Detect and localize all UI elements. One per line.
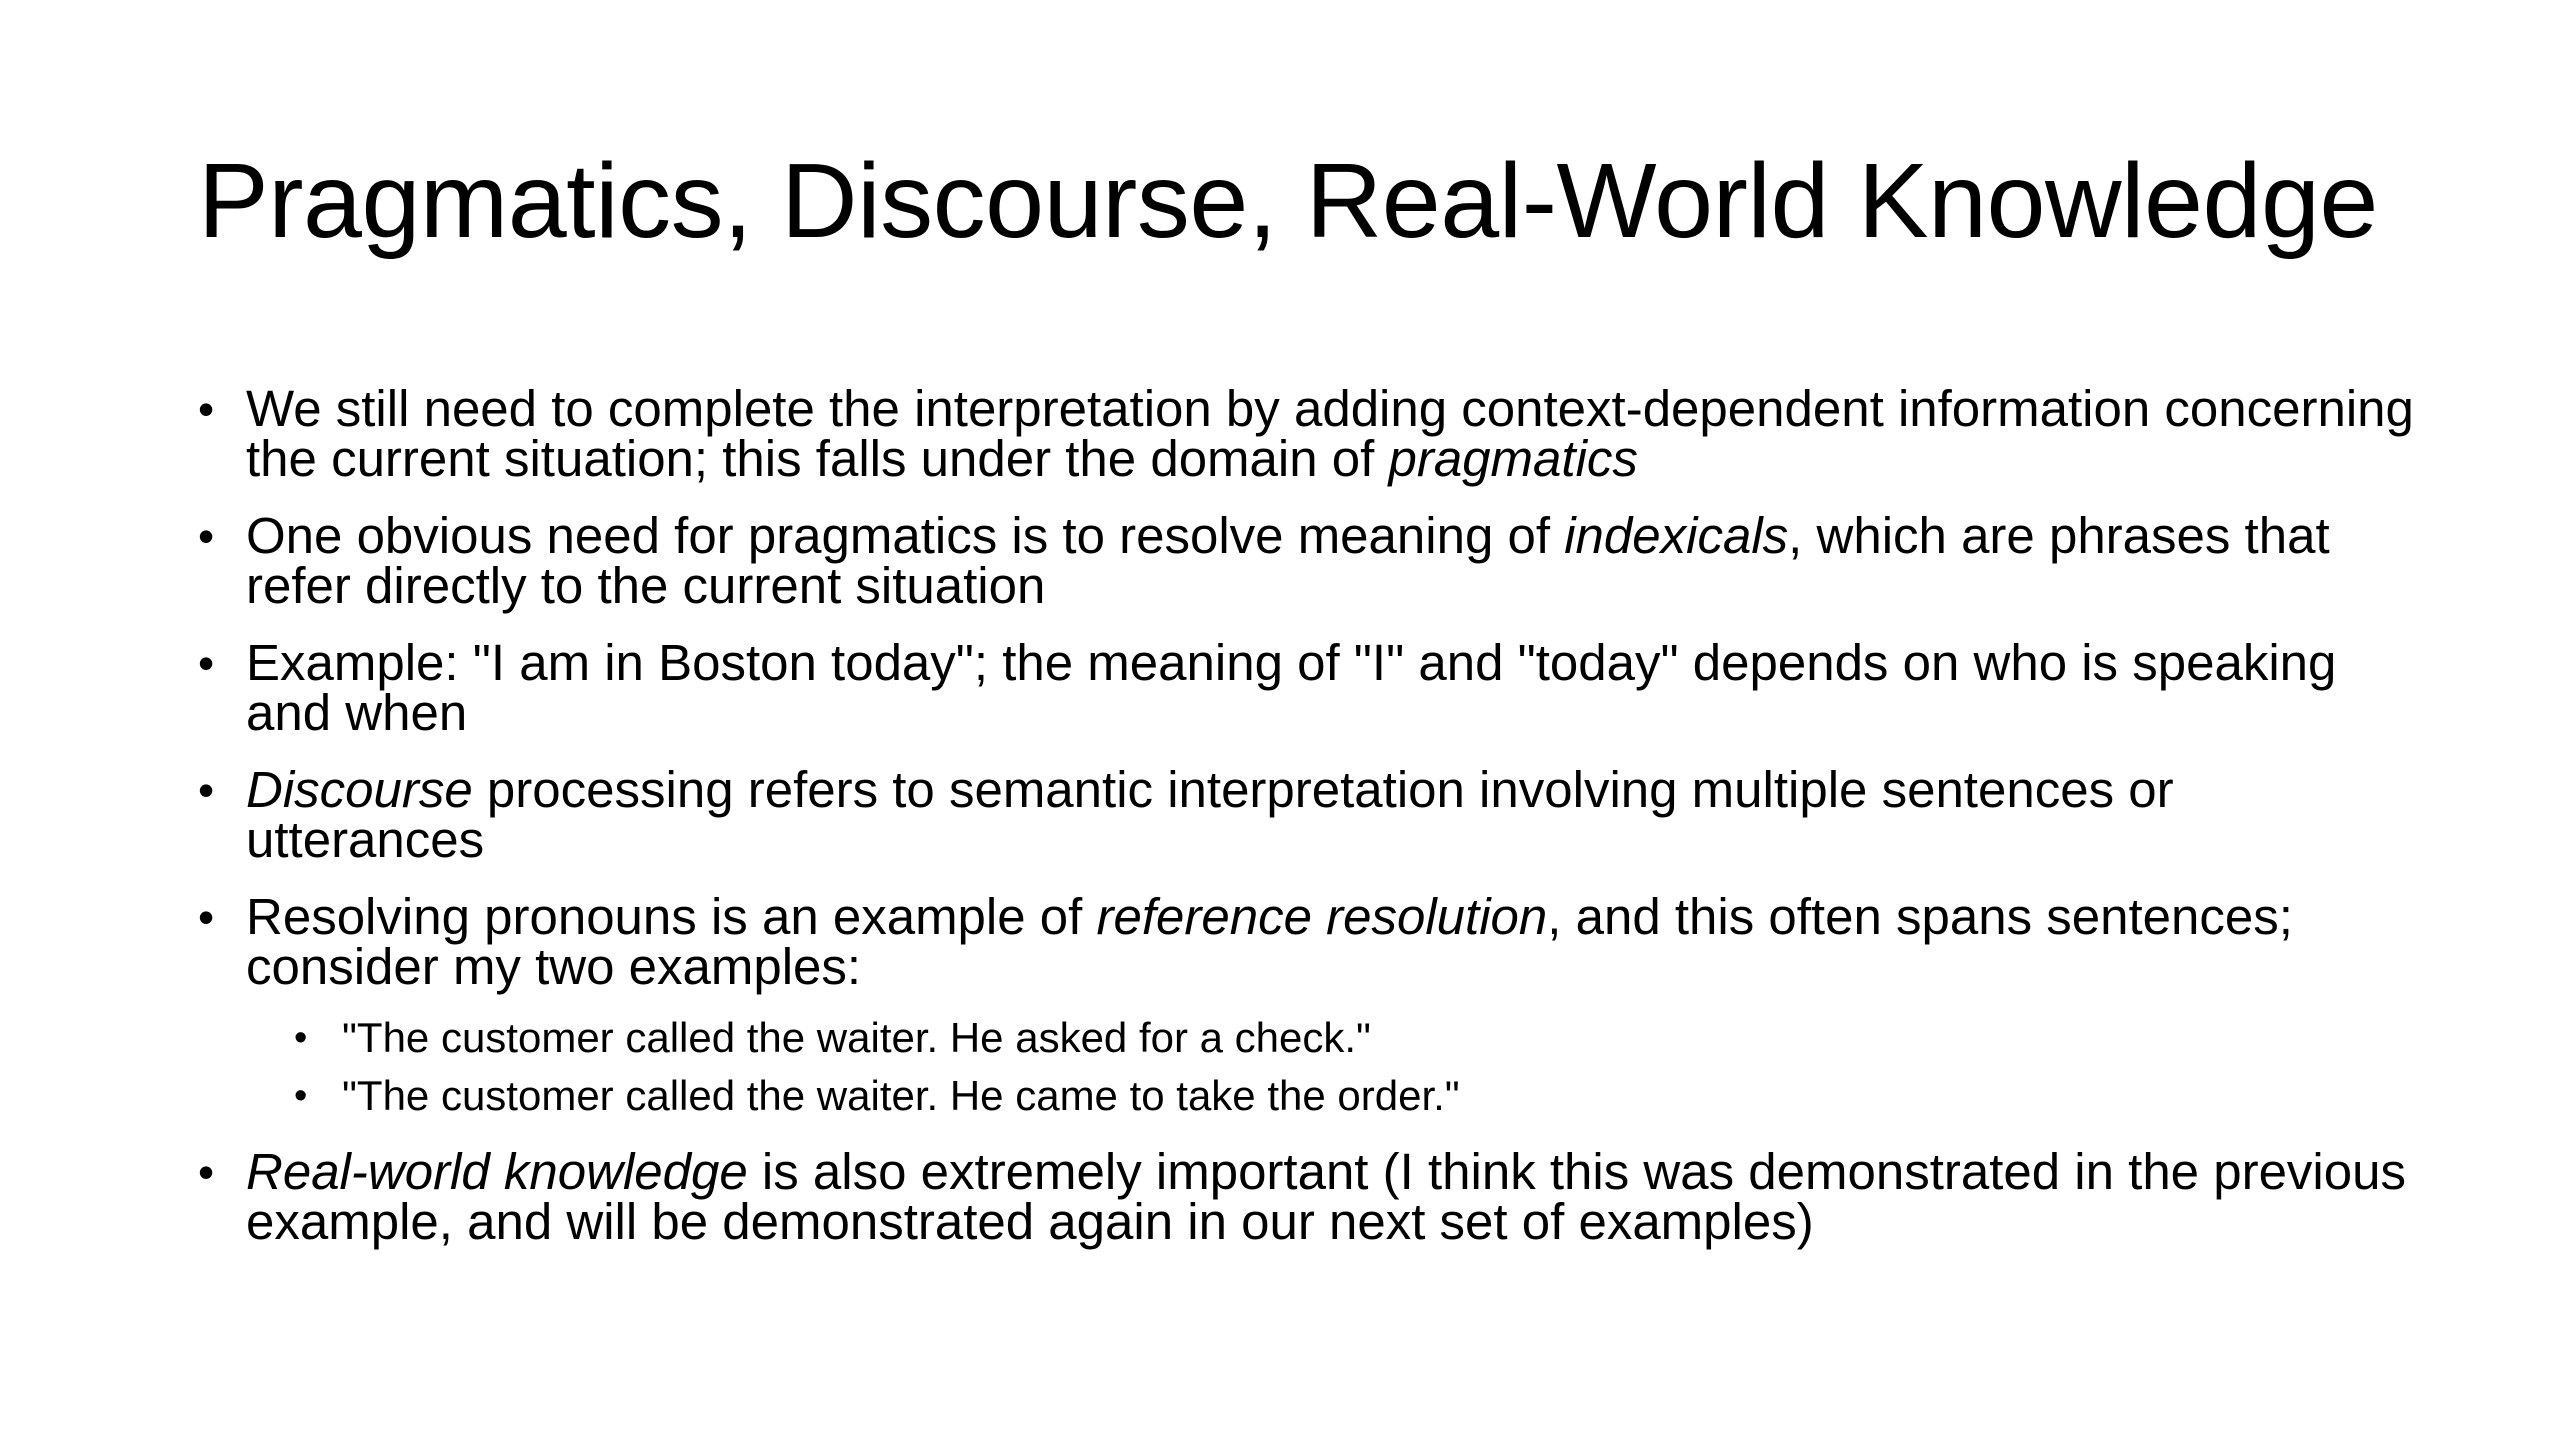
bullet-pragmatics [198,380,2418,487]
sub-bullet-marker: • [294,1075,308,1117]
bullet-text-tail: is also extremely important (I think this was demonstrated in the previous example, and will be demonstrated again in our next set of examples) [246,1143,2406,1250]
bullet-text: We still need to complete the interpretation by adding context-dependent information concerning the current situation; this falls under the domain of [246,380,2414,487]
bullet-emphasis: Real-world knowledge [246,1143,748,1200]
sub-bullet-list [246,1014,2418,1120]
bullet-emphasis: reference resolution [1096,888,1548,945]
bullet-text: One obvious need for pragmatics is to resolve meaning of [246,507,1565,564]
sub-bullet-check [294,1014,2418,1062]
bullet-reference-resolution [198,888,2418,1120]
sub-bullet-marker: • [294,1017,308,1059]
bullet-indexicals [198,507,2418,614]
bullet-marker: • [198,637,215,689]
bullet-marker: • [198,383,215,435]
sub-bullet-order [294,1072,2418,1120]
sub-bullet-text: "The customer called the waiter. He came to take the order." [342,1072,1460,1119]
bullet-text: Example: "I am in Boston today"; the meaning of "I" and "today" depends on who is speaking and when [246,634,2337,741]
bullet-real-world-knowledge [198,1143,2418,1250]
bullet-marker: • [198,764,215,816]
bullet-emphasis: indexicals [1564,507,1789,564]
bullet-example [198,634,2418,741]
bullet-marker: • [198,891,215,943]
slide-title: Pragmatics, Discourse, Real-World Knowledge [198,142,2378,260]
bullet-discourse [198,761,2418,868]
sub-bullet-text: "The customer called the waiter. He asked for a check." [342,1014,1371,1061]
bullet-text-tail: processing refers to semantic interpretation involving multiple sentences or utterances [246,761,2174,868]
bullet-marker: • [198,1146,215,1198]
bullet-list [198,380,2418,1274]
bullet-marker: • [198,510,215,562]
bullet-text: Resolving pronouns is an example of [246,888,1097,945]
bullet-text-tail: , and this often spans sentences; consider my two examples: [246,888,2293,995]
bullet-text-tail: , which are phrases that refer directly to the current situation [246,507,2330,614]
bullet-emphasis: Discourse [246,761,473,818]
bullet-emphasis: pragmatics [1388,430,1638,487]
